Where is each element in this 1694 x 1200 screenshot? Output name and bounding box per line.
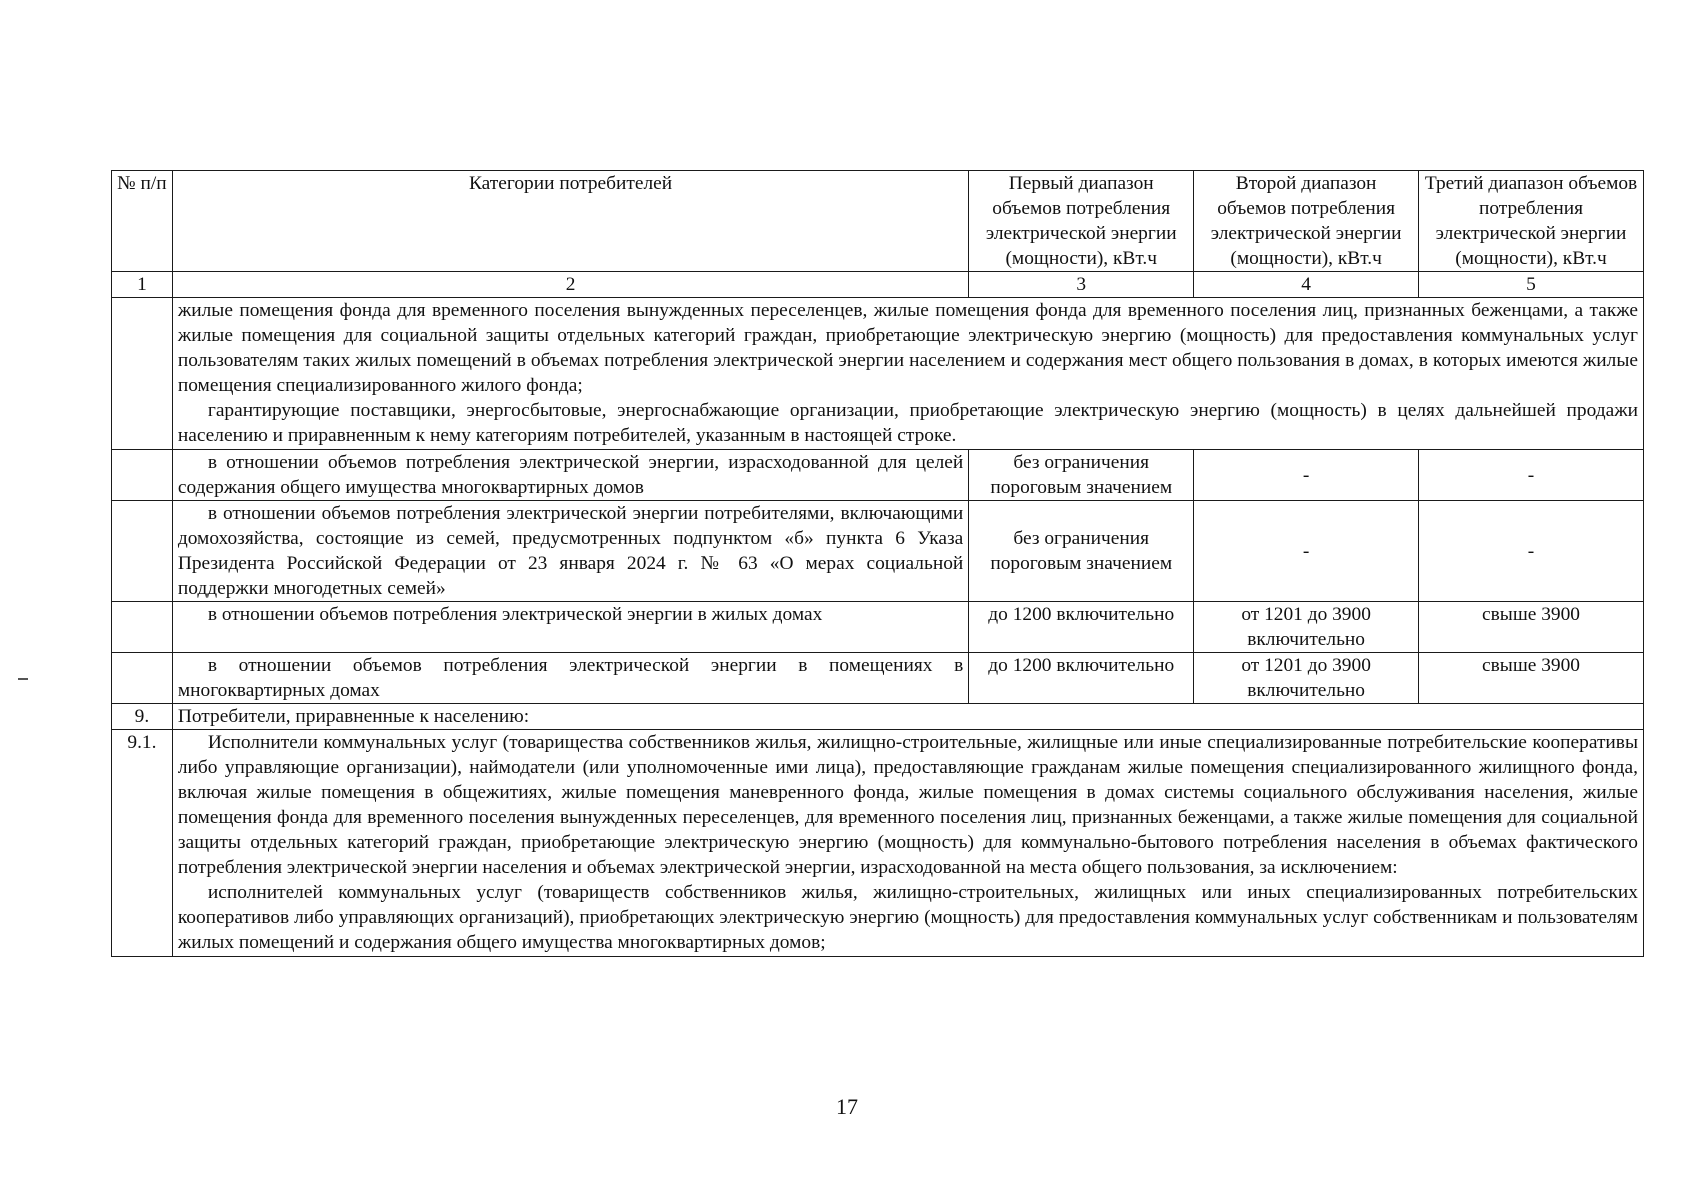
range-1-value: без ограничения пороговым значением (969, 450, 1194, 501)
table-row (112, 602, 1644, 653)
range-1-value: до 1200 включительно (969, 653, 1194, 704)
table-row (112, 730, 1644, 957)
paragraph: гарантирующие поставщики, энергосбытовые, энергоснабжающие организации, приобретающие электрическую энергию (мощность) в целях дальнейшей продажи населению и приравненным к нему категориям потребителей, указанным в настоящей строке. (177, 400, 1638, 446)
header-range-2: Второй диапазон объемов потребления электрической энергии (мощности), кВт.ч (1194, 171, 1419, 272)
column-number: 4 (1194, 272, 1419, 298)
header-categories: Категории потребителей (172, 171, 968, 272)
header-range-3: Третий диапазон объемов потребления электрической энергии (мощности), кВт.ч (1419, 171, 1644, 272)
paragraph: в отношении объемов потребления электрической энергии, израсходованной для целей содержания общего имущества многоквартирных домов (177, 452, 964, 498)
row-text (172, 730, 1643, 957)
paragraph: жилые помещения фонда для временного поселения вынужденных переселенцев, жилые помещения фонда для временного поселения лиц, признанных беженцами, а также жилые помещения для социальной защиты отдельных категорий граждан, приобретающие электрическую энергию (мощность) для предоставления коммунальных услуг пользователям таких жилых помещений в объемах потребления электрической энергии населением и содержания мест общего пользования в домах, в которых имеются жилые помещения специализированного жилого фонда; (177, 300, 1638, 396)
margin-mark (18, 678, 28, 680)
tariff-table (111, 170, 1644, 957)
row-text: Потребители, приравненные к населению: (172, 704, 1643, 730)
row-text (172, 298, 1643, 450)
range-1-value: без ограничения пороговым значением (969, 501, 1194, 602)
paragraph: исполнителей коммунальных услуг (товариществ собственников жилья, жилищно-строительных, жилищных или иных специализированных потребительских кооперативов либо управляющих организаций), приобретающих электрическую энергию (мощность) для предоставления коммунальных услуг собственникам и пользователям жилых помещений и содержания общего имущества многоквартирных домов; (177, 882, 1638, 953)
column-number: 2 (172, 272, 968, 298)
row-text (172, 653, 968, 704)
range-3-value: - (1419, 450, 1644, 501)
range-1-value: до 1200 включительно (969, 602, 1194, 653)
table-header-row (112, 171, 1644, 272)
header-range-1: Первый диапазон объемов потребления электрической энергии (мощности), кВт.ч (969, 171, 1194, 272)
range-2-value: - (1194, 450, 1419, 501)
paragraph: в отношении объемов потребления электрической энергии в жилых домах (207, 604, 823, 625)
row-number (112, 450, 173, 501)
table-row (112, 501, 1644, 602)
paragraph: Исполнители коммунальных услуг (товарищества собственников жилья, жилищно-строительные, жилищные или иные специализированные потребительские кооперативы либо управляющие организации), наймодатели (или уполномоченные ими лица), предоставляющие гражданам жилые помещения специализированного жилищного фонда, включая жилые помещения в общежитиях, жилые помещения маневренного фонда, жилые помещения в домах системы социального обслуживания населения, жилые помещения фонда для временного поселения вынужденных переселенцев, для временного поселения лиц, признанных беженцами, а также жилые помещения для социальной защиты отдельных категорий граждан, приобретающие электрическую энергию (мощность) для коммунально-бытового потребления населения в объемах фактического потребления электрической энергии населения и объемах электрической энергии, израсходованной на места общего пользования, за исключением: (177, 732, 1638, 878)
row-number: 9. (112, 704, 173, 730)
row-number (112, 653, 173, 704)
row-text (172, 501, 968, 602)
row-number: 9.1. (112, 730, 173, 957)
table-row (112, 704, 1644, 730)
column-number: 5 (1419, 272, 1644, 298)
table-row (112, 298, 1644, 450)
paragraph: в отношении объемов потребления электрической энергии в помещениях в многоквартирных домах (177, 655, 964, 701)
column-number: 3 (969, 272, 1194, 298)
page-number: 17 (836, 1094, 858, 1119)
column-number: 1 (112, 272, 173, 298)
row-number (112, 298, 173, 450)
row-text (172, 602, 968, 653)
row-number (112, 602, 173, 653)
table-row (112, 450, 1644, 501)
range-3-value: свыше 3900 (1419, 602, 1644, 653)
table-row (112, 653, 1644, 704)
range-3-value: - (1419, 501, 1644, 602)
range-3-value: свыше 3900 (1419, 653, 1644, 704)
column-numbers-row (112, 272, 1644, 298)
paragraph: в отношении объемов потребления электрической энергии потребителями, включающими домохозяйства, состоящие из семей, предусмотренных подпунктом «б» пункта 6 Указа Президента Российской Федерации от 23 января 2024 г. № 63 «О мерах социальной поддержки многодетных семей» (177, 503, 964, 599)
range-2-value: от 1201 до 3900 включительно (1194, 602, 1419, 653)
header-number: № п/п (112, 171, 173, 272)
row-text (172, 450, 968, 501)
row-number (112, 501, 173, 602)
range-2-value: от 1201 до 3900 включительно (1194, 653, 1419, 704)
range-2-value: - (1194, 501, 1419, 602)
